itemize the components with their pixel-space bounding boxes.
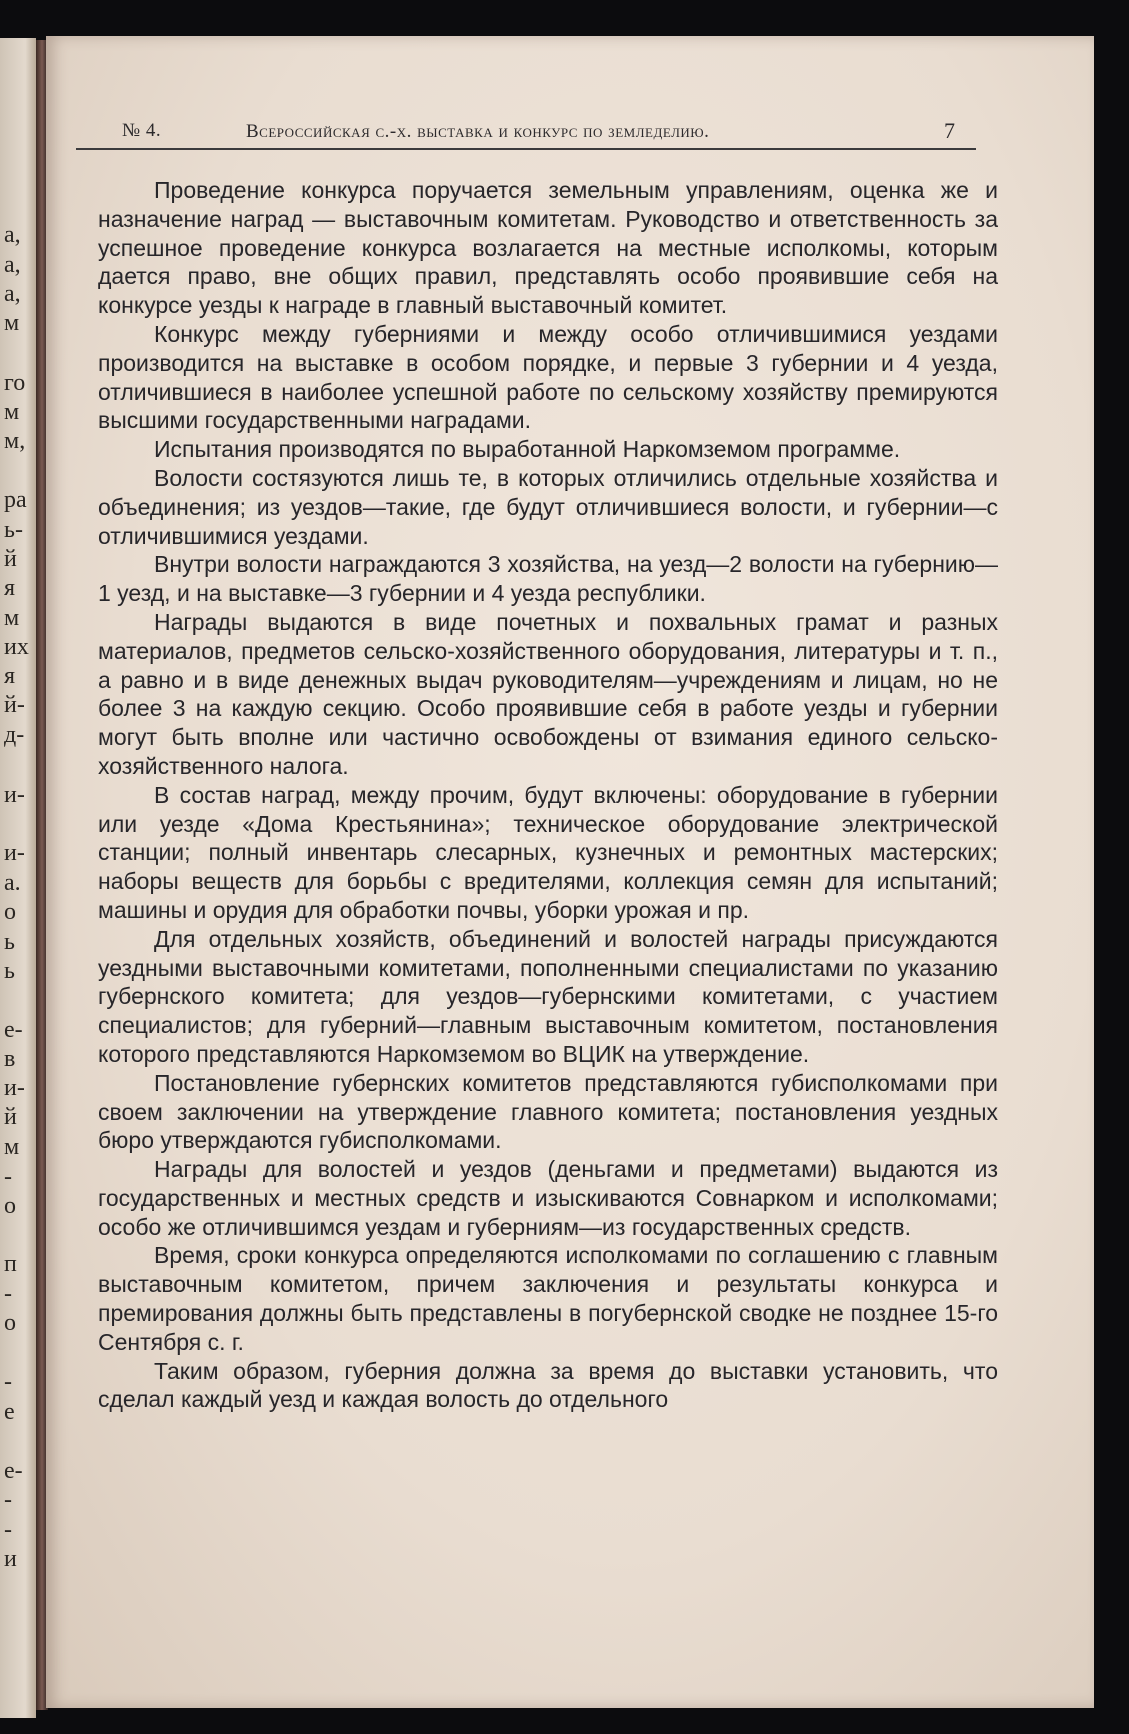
margin-fragment: п: [4, 1251, 17, 1277]
margin-fragment: их: [4, 634, 29, 660]
margin-fragment: о: [4, 1193, 16, 1219]
margin-fragment: м,: [4, 428, 26, 454]
margin-fragment: м: [4, 399, 20, 425]
page-number: 7: [944, 118, 956, 143]
margin-fragment: а,: [4, 252, 21, 278]
margin-fragment: я: [4, 663, 16, 689]
margin-fragment: ра: [4, 487, 27, 513]
margin-fragment: и-: [4, 840, 25, 866]
paragraph: Конкурс между губерниями и между особо отличившимися уездами производится на выставке в особом порядке, и первые 3 губернии и 4 уезда, отличившиеся в наиболее успешной работе по сельскому хозяйству премируются высшими государственными наградами.: [98, 320, 998, 434]
margin-fragment: о: [4, 899, 16, 925]
paragraph: Испытания производятся по выработанной Наркомземом программе.: [154, 436, 901, 463]
margin-fragment: д-: [4, 722, 25, 748]
margin-fragment: е: [4, 1399, 15, 1425]
margin-fragment: е-: [4, 1017, 23, 1043]
running-header: [76, 114, 976, 150]
paragraph: Для отдельных хозяйств, объединений и волостей награды присуждаются уездными выставочными комитетами, пополненными специалистами по указанию губернского комитета; для уездов—губернскими комитетами, с участием специалистов; для губерний—главным выставочным комитетом, постановления которого представляются Наркомземом во ВЦИК на утверждение.: [98, 925, 998, 1067]
previous-page-edge: [0, 38, 36, 1718]
margin-fragment: а,: [4, 281, 21, 307]
margin-fragment: й: [4, 546, 17, 572]
margin-fragment: ь-: [4, 517, 23, 543]
margin-fragment: -: [4, 1281, 12, 1307]
margin-fragment: й-: [4, 692, 25, 718]
header-title: Всероссийская с.-х. выставка и конкурс по земледелию.: [246, 121, 710, 142]
article-body: [98, 176, 998, 1414]
issue-number: № 4.: [122, 120, 162, 141]
paragraph: Внутри волости награждаются 3 хозяйства, на уезд—2 волости на губернию—1 уезд, и на выставке—3 губернии и 4 уезда республики.: [98, 551, 998, 607]
margin-fragment: и-: [4, 1075, 25, 1101]
paragraph: Волости состязуются лишь те, в которых отличились отдельные хозяйства и объединения; из уездов—такие, где будут отличившиеся волости, и губернии—с отличившимися уездами.: [98, 464, 998, 549]
margin-fragment: о: [4, 1310, 16, 1336]
paragraph: Время, сроки конкурса определяются исполкомами по соглашению с главным выставочным комитетом, причем заключения и результаты конкурса и премирования должны быть представлены в погубернской сводке не позднее 15-го Сентября с. г.: [98, 1242, 998, 1355]
paragraph: Награды для волостей и уездов (деньгами и предметами) выдаются из государственных и местных средств и изыскиваются Совнарком и исполкомами; особо же отличившимся уездам и губерниям—из государственных средств.: [98, 1156, 998, 1240]
margin-fragment: и-: [4, 782, 25, 808]
margin-fragment: ь: [4, 958, 15, 984]
margin-fragment: -: [4, 1517, 12, 1543]
margin-fragment: -: [4, 1369, 12, 1395]
book-page: [46, 36, 1094, 1708]
paragraph: Постановление губернских комитетов представляются губисполкомами при своем заключении на утверждение главного комитета; постановления уездных бюро утверждаются губисполкомами.: [98, 1069, 998, 1154]
margin-fragment: -: [4, 1164, 12, 1190]
margin-fragment: м: [4, 1134, 20, 1160]
margin-fragment: а.: [4, 870, 21, 896]
margin-fragment: -: [4, 1487, 12, 1513]
paragraph: Проведение конкурса поручается земельным управлениям, оценка же и назначение наград — выставочным комитетам. Руководство и ответственность за успешное проведение конкурса возлагается на местные исполкомы, которым дается право, вне общих правил, представлять особо проявившие себя на конкурсе уезды к награде в главный выставочный комитет.: [98, 177, 998, 319]
paragraph: В состав наград, между прочим, будут включены: оборудование в губернии или уезде «Дома Крестьянина»; техническое оборудование электрической станции; полный инвентарь слесарных, кузнечных и ремонтных мастерских; наборы веществ для борьбы с вредителями, коллекция семян для испытаний; машины и орудия для обработки почвы, уборки урожая и пр.: [98, 781, 998, 923]
margin-fragment: й: [4, 1104, 17, 1130]
margin-fragment: ь: [4, 929, 15, 955]
margin-fragment: м: [4, 310, 20, 336]
margin-fragment: е-: [4, 1458, 23, 1484]
paragraph: Таким образом, губерния должна за время до выставки установить, что сделал каждый уезд и каждая волость до отдельного: [98, 1357, 998, 1413]
scan-border: [1094, 30, 1129, 1720]
margin-fragment: я: [4, 575, 16, 601]
paragraph: Награды выдаются в виде почетных и похвальных грамат и разных материалов, предметов сельско-хозяйственного оборудования, литературы и т. п., а равно и в виде денежных выдач руководителям—учреждениям и лицам, но не более 3 на каждую секцию. Особо проявившие себя в работе уезды и губернии могут быть вполне или частично освобождены от взимания единого сельско-хозяйственного налога.: [98, 608, 998, 779]
margin-fragment: в: [4, 1046, 16, 1072]
margin-fragment: м: [4, 605, 20, 631]
margin-fragment: а,: [4, 222, 21, 248]
margin-fragment: го: [4, 370, 26, 396]
margin-fragment: и: [4, 1546, 17, 1572]
